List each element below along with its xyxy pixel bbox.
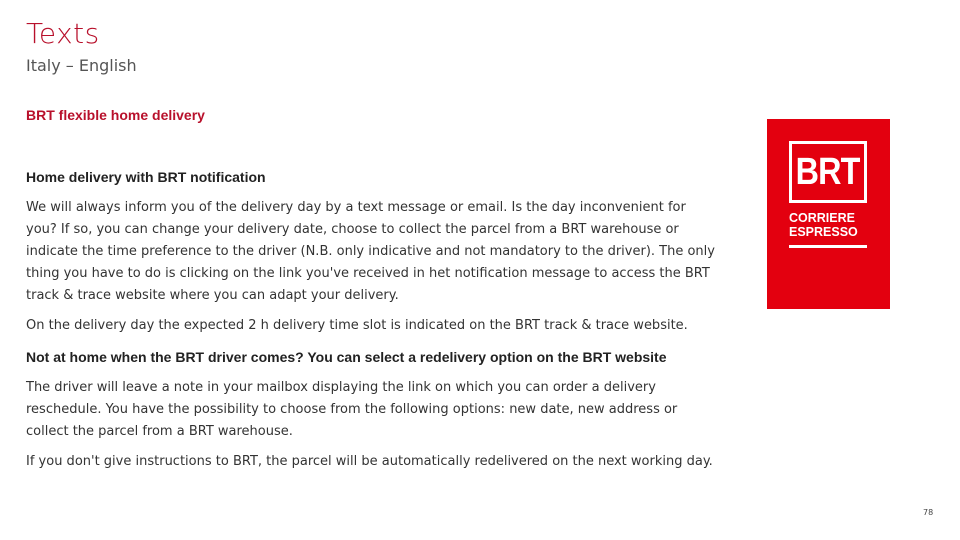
brt-logo-tagline [789, 211, 879, 239]
paragraph-auto-redelivery: If you don't give instructions to BRT, the parcel will be automatically redelivered on the next working day. [26, 454, 713, 469]
body-text [26, 168, 716, 473]
page-number: 78 [923, 508, 934, 517]
page-title: Texts [26, 17, 100, 50]
paragraph-redelivery: The driver will leave a note in your mailbox displaying the link on which you can order a delivery reschedule. You have the possibility to choose from the following options: new date, new address or collect the parcel from a BRT warehouse. [26, 380, 678, 439]
page-subtitle: Italy – English [26, 56, 137, 75]
brt-logo [767, 119, 890, 309]
paragraph-notification: We will always inform you of the delivery day by a text message or email. Is the day inconvenient for you? If so, you can change your delivery date, choose to collect the parcel from a BRT warehouse or indicate the time preference to the driver (N.B. only indicative and not mandatory to the driver). The only thing you have to do is clicking on the link you've received in het notification message to access the BRT track & trace website where you can adapt your delivery. [26, 200, 715, 303]
heading-redelivery: Not at home when the BRT driver comes? You can select a redelivery option on the BRT website [26, 349, 667, 365]
heading-notification: Home delivery with BRT notification [26, 169, 266, 185]
brt-logo-rule [789, 245, 867, 248]
paragraph-time-slot: On the delivery day the expected 2 h delivery time slot is indicated on the BRT track & trace website. [26, 318, 688, 333]
brt-logo-line2: ESPRESSO [789, 225, 858, 239]
brt-logo-mark [789, 141, 867, 203]
brt-logo-text: BRT [796, 150, 860, 193]
section-title: BRT flexible home delivery [26, 107, 205, 123]
brt-logo-line1: CORRIERE [789, 211, 855, 225]
